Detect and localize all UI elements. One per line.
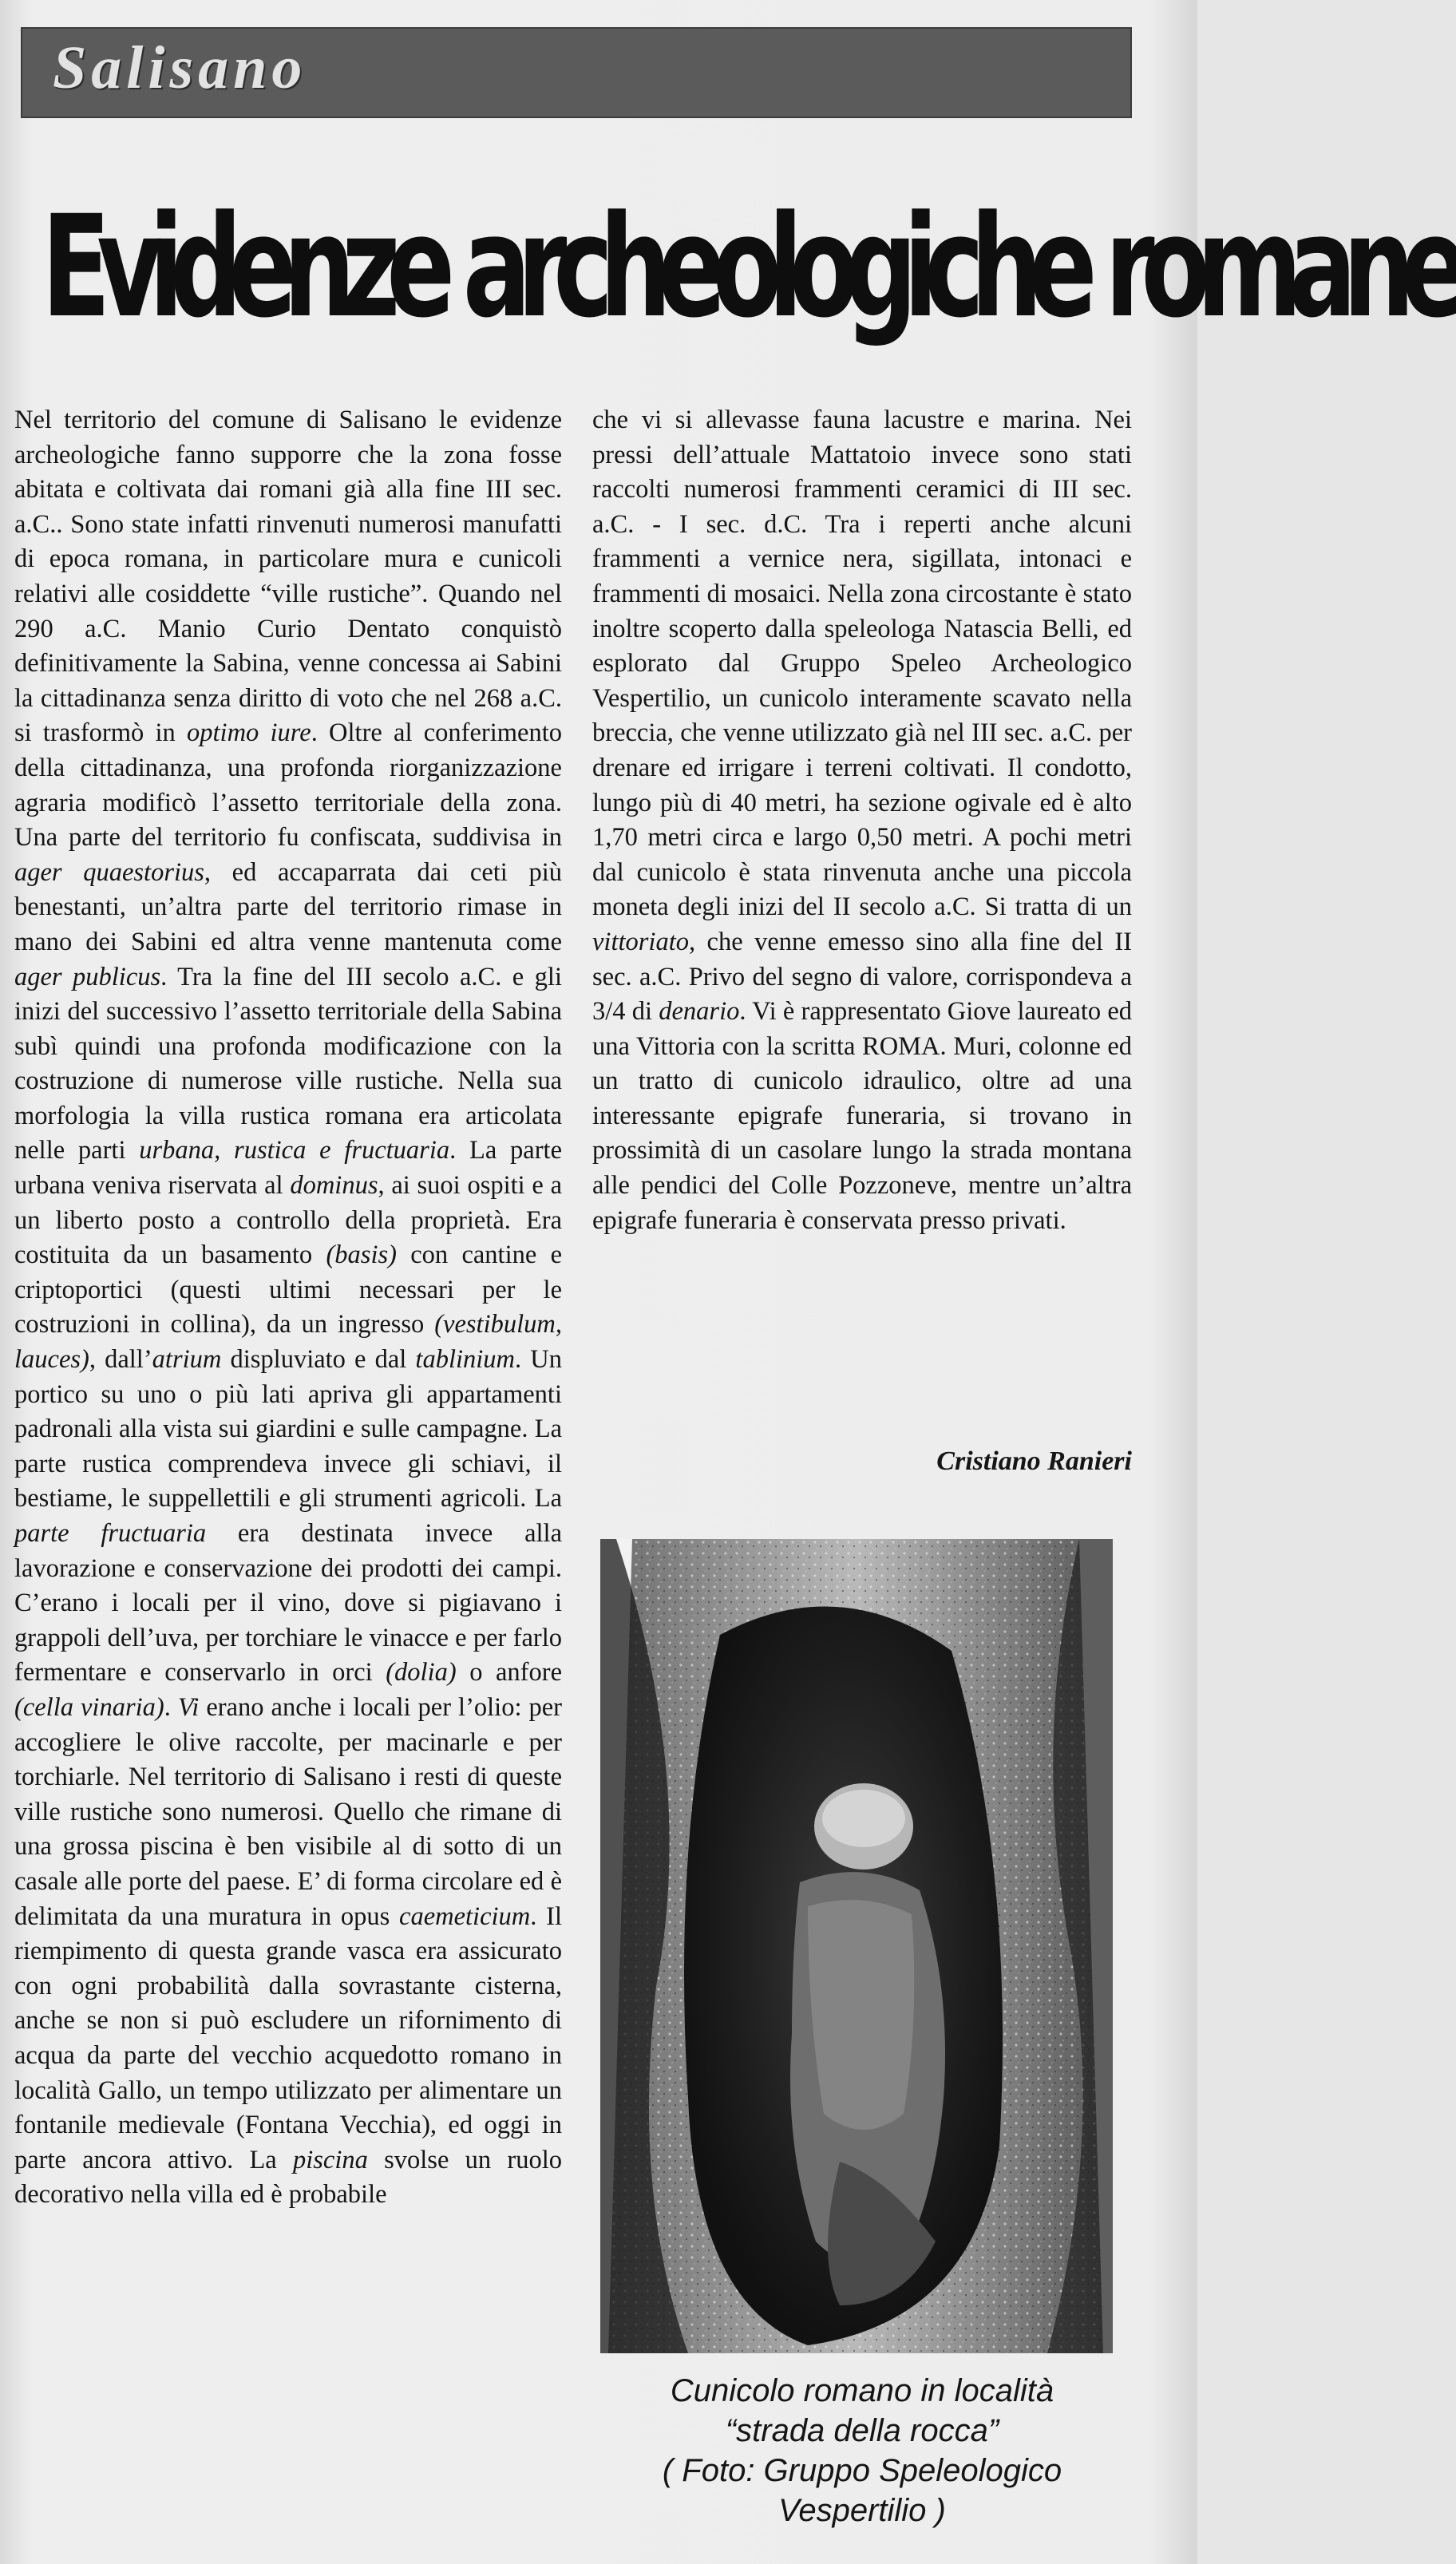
text-segment: . La parte urbana veniva riservata al — [14, 1136, 562, 1201]
italic-text-segment: parte fructuaria — [14, 1519, 207, 1548]
italic-text-segment: Vi — [177, 1692, 200, 1722]
text-segment: che vi si allevasse fauna lacustre e marina. Nei pressi dell’attuale Mattatoio invece sono stati raccolti numerosi frammenti ceramici di III sec. a.C. - I sec. d.C. Tra i reperti anche alcuni frammenti a vernice nera, sigillata, intonaci e frammenti di mosaici. Nella zona circostante è stato inoltre scoperto dalla speleologa Natascia Belli, ed esplorato dal Gruppo Speleo Archeologico Vespertilio, un cunicolo interamente scavato nella breccia, che venne utilizzato già nel III sec. a.C. per drenare ed irrigare i terreni coltivati. Il condotto, lungo più di 40 metri, ha sezione ogivale ed è alto 1,70 metri circa e largo 0,50 metri. A pochi metri dal cunicolo è stata rinvenuta anche una piccola moneta degli inizi del II secolo a.C. Si tratta di un — [592, 406, 1132, 922]
text-segment: svolse un ruolo decorativo nella villa ed è probabile — [14, 2145, 562, 2210]
italic-text-segment: piscina — [292, 2145, 368, 2174]
text-segment: o anfore — [456, 1658, 562, 1688]
italic-text-segment: urbana, rustica e fructuaria — [139, 1136, 450, 1165]
section-name: Salisano — [53, 34, 307, 101]
italic-text-segment: caemeticium — [399, 1901, 531, 1931]
text-segment: . Vi è rappresentato Giove laureato ed una Vittoria con la scritta ROMA. Muri, colonne ed un tratto di cunicolo idraulico, oltre ad una interessante epigrafe funeraria, si trovano in prossimità di un casolare lungo la strada montana alle pendici del Colle Pozzoneve, mentre un’altra epigrafe funeraria è conservata presso privati. — [592, 997, 1132, 1235]
italic-text-segment: tablinium — [415, 1345, 516, 1375]
italic-text-segment: ager publicus — [14, 962, 161, 991]
text-segment: era destinata invece alla lavorazione e conservazione dei prodotti dei campi. C’erano i locali per il vino, dove si pigiavano i grappoli dell’uva, per torchiare le vinacce e per farlo fermentare e conservarlo in orci — [14, 1519, 562, 1688]
text-segment: . Oltre al conferimento della cittadinanza, una profonda riorganizzazione agraria modificò l’assetto territoriale della zona. Una parte del territorio fu confiscata, suddivisa in — [14, 718, 563, 853]
text-segment: con cantine e criptoportici (questi ultimi necessari per le costruzioni in collina), da un ingresso — [14, 1240, 563, 1339]
cave-tunnel-photo — [600, 1539, 1113, 2353]
text-segment: , che venne emesso sino alla fine del II sec. a.C. Privo del segno di valore, corrispondeva a 3/4 di — [592, 927, 1132, 1027]
article-column-right — [592, 403, 1132, 1425]
text-segment: . Il riempimento di questa grande vasca era assicurato con ogni probabilità dalla sovrastante cisterna, anche se non si può escludere un rifornimento di acqua da parte del vecchio acquedotto romano in località Gallo, un tempo utilizzato per alimentare un fontanile medievale (Fontana Vecchia), ed oggi in parte ancora attivo. La — [14, 1901, 562, 2174]
article-author: Cristiano Ranieri — [936, 1446, 1132, 1476]
italic-text-segment: (basis) — [326, 1240, 397, 1270]
italic-text-segment: (dolia) — [386, 1658, 457, 1688]
caption-line: Vespertilio ) — [778, 2493, 946, 2528]
text-segment: . Un portico su uno o più lati apriva gli appartamenti padronali alla vista sui giardini e sulle campagne. La parte rustica comprendeva invece gli schiavi, il bestiame, le suppellettili e gli strumenti agricoli. La — [14, 1345, 562, 1513]
italic-text-segment: ager quaestorius — [14, 857, 204, 887]
text-segment: , dall’ — [89, 1345, 152, 1375]
caption-line: “strada della rocca” — [725, 2413, 999, 2448]
article-column-left — [14, 403, 562, 2558]
text-segment: displuviato e dal — [221, 1345, 416, 1375]
italic-text-segment: denario — [659, 997, 740, 1027]
column-right-text — [592, 403, 1132, 1238]
caption-line: ( Foto: Gruppo Speleologico — [662, 2453, 1062, 2488]
text-segment: . Tra la fine del III secolo a.C. e gli inizi del successivo l’assetto territoriale della Sabina subì quindi una profonda modificazione con la costruzione di numerose ville rustiche. Nella sua morfologia la villa rustica romana era articolata nelle parti — [14, 962, 562, 1165]
caption-line: Cunicolo romano in località — [670, 2373, 1054, 2408]
italic-text-segment: (cella vinaria) — [14, 1692, 164, 1722]
text-segment: . — [164, 1692, 178, 1722]
text-segment: , ai suoi ospiti e a un liberto posto a controllo della proprietà. Era costituita da un basamento — [14, 1171, 562, 1270]
italic-text-segment: (vestibulum, lauces) — [14, 1310, 562, 1375]
italic-text-segment: dominus — [290, 1171, 378, 1201]
text-segment: Nel territorio del comune di Salisano le evidenze archeologiche fanno supporre che la zona fosse abitata e coltivata dai romani già alla fine III sec. a.C.. Sono state infatti rinvenuti numerosi manufatti di epoca romana, in particolare mura e cunicoli relativi alle cosiddette “ville rustiche”. Quando nel 290 a.C. Manio Curio Dentato conquistò definitivamente la Sabina, venne concessa ai Sabini la cittadinanza senza diritto di voto che nel 268 a.C. si trasformò in — [14, 406, 562, 748]
text-segment: erano anche i locali per l’olio: per accogliere le olive raccolte, per macinarle e per torchiarle. Nel territorio di Salisano i resti di queste ville rustiche sono numerosi. Quello che rimane di una grossa piscina è ben visibile al di sotto di un casale alle porte del paese. E’ di forma circolare ed è delimitata da una muratura in opus — [14, 1692, 563, 1931]
photo-caption — [592, 2371, 1132, 2530]
column-left-text — [14, 403, 562, 2213]
italic-text-segment: optimo iure — [187, 718, 311, 748]
italic-text-segment: vittoriato — [592, 927, 689, 956]
italic-text-segment: atrium — [152, 1345, 222, 1375]
article-headline: Evidenze archeologiche romane — [42, 185, 1456, 349]
section-header-bar — [21, 27, 1132, 118]
text-segment: , ed accaparrata dai ceti più benestanti, un’altra parte del territorio rimase in mano dei Sabini ed altra venne mantenuta come — [14, 857, 563, 956]
